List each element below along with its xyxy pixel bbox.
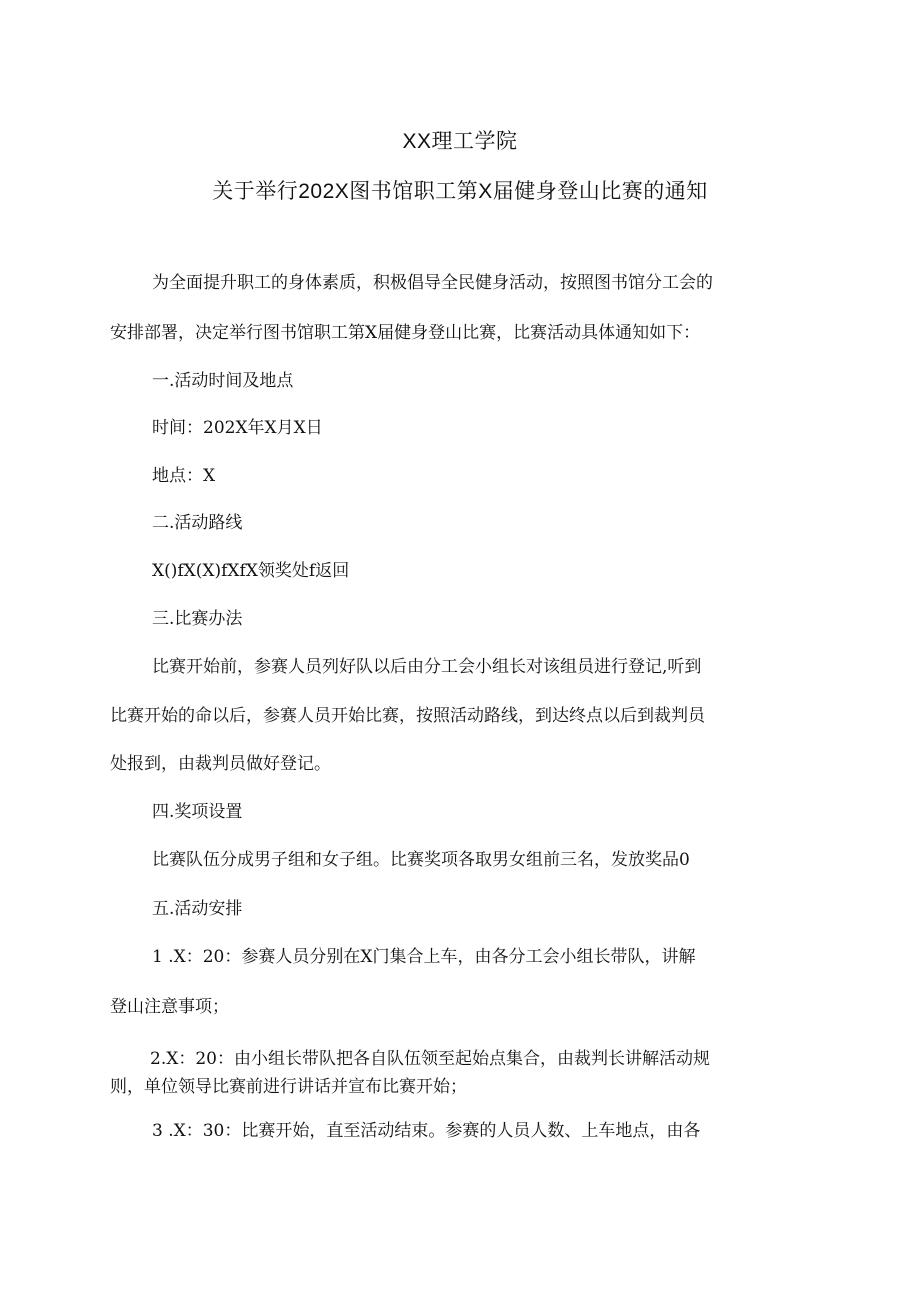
section-heading-route: 二.活动路线 (152, 513, 243, 533)
section-heading-method: 三.比赛办法 (152, 609, 243, 629)
event-place: 地点：X (152, 466, 216, 486)
event-time: 时间：202X年X月X日 (152, 418, 323, 438)
schedule-item-2-line-2: 则，单位领导比赛前进行讲话并宣布比赛开始； (110, 1077, 467, 1097)
intro-line-2: 安排部署，决定举行图书馆职工第X届健身登山比赛，比赛活动具体通知如下： (110, 323, 701, 343)
method-line-1: 比赛开始前，参赛人员列好队以后由分工会小组长对该组员进行登记,听到 (152, 657, 702, 677)
notice-title: 关于举行202X图书馆职工第X届健身登山比赛的通知 (212, 180, 708, 203)
schedule-item-1-line-2: 登山注意事项； (110, 997, 229, 1017)
institution-title: XX理工学院 (402, 130, 518, 153)
schedule-item-1-line-1: 1 .X：20：参赛人员分别在X门集合上车，由各分工会小组长带队，讲解 (152, 947, 696, 967)
schedule-item-2-line-1: 2.X：20：由小组长带队把各自队伍领至起始点集合，由裁判长讲解活动规 (150, 1049, 710, 1069)
section-heading-time-place: 一.活动时间及地点 (152, 371, 294, 391)
method-line-2: 比赛开始的命以后，参赛人员开始比赛，按照活动路线，到达终点以后到裁判员 (110, 706, 705, 726)
awards-text: 比赛队伍分成男子组和女子组。比赛奖项各取男女组前三名，发放奖品0 (152, 850, 690, 870)
method-line-3: 处报到，由裁判员做好登记。 (110, 754, 331, 774)
section-heading-schedule: 五.活动安排 (152, 899, 243, 919)
intro-line-1: 为全面提升职工的身体素质，积极倡导全民健身活动，按照图书馆分工会的 (152, 273, 713, 293)
route-text: X()fX(X)fXfX领奖处f返回 (152, 561, 350, 581)
schedule-item-3-line-1: 3 .X：30：比赛开始，直至活动结束。参赛的人员人数、上车地点，由各 (152, 1121, 701, 1141)
section-heading-awards: 四.奖项设置 (152, 802, 243, 822)
